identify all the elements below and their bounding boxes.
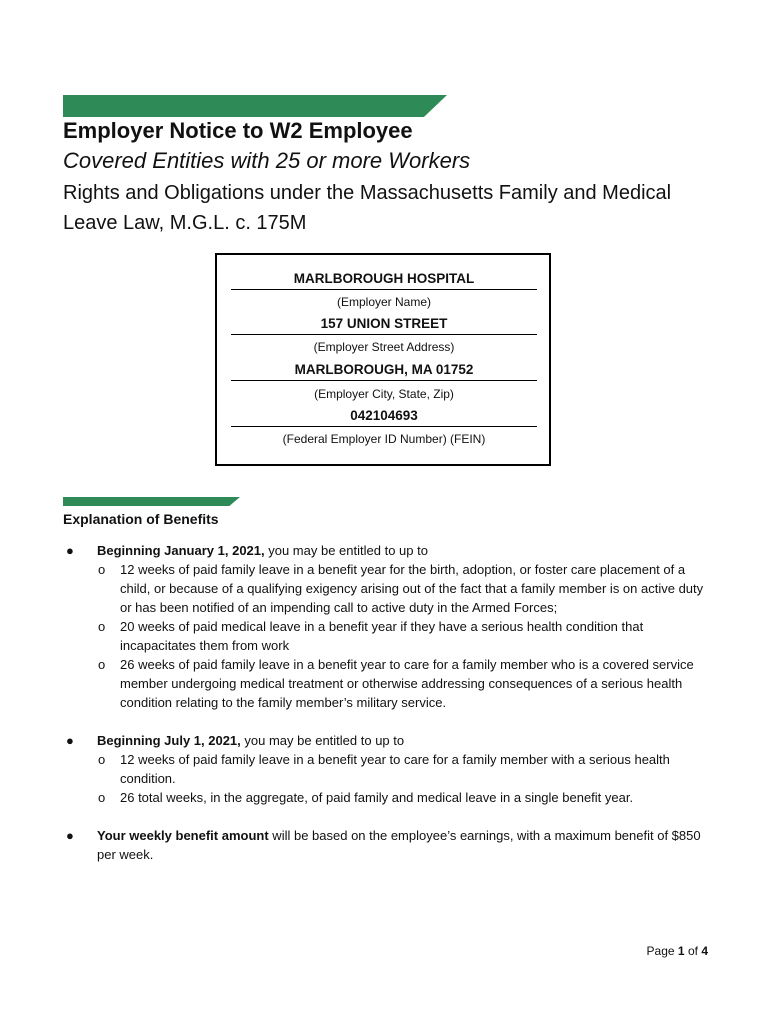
- section-title: Explanation of Benefits: [63, 511, 219, 527]
- bullet-2-bold: Beginning July 1, 2021,: [97, 733, 241, 748]
- bullet-3-text: will be based on the employee’s earnings, with a maximum benefit of $850 per week.: [97, 828, 701, 862]
- employer-fein-value: 042104693: [231, 408, 537, 427]
- page-current: 1: [677, 944, 685, 958]
- page-title: Employer Notice to W2 Employee: [63, 118, 413, 143]
- bullet-icon: ●: [66, 828, 74, 843]
- circle-bullet-icon: o: [98, 562, 106, 577]
- employer-city-label: (Employer City, State, Zip): [314, 387, 454, 401]
- employer-street-label: (Employer Street Address): [313, 340, 455, 354]
- benefit-bullet-3: [66, 826, 712, 864]
- of-word: of: [687, 944, 698, 958]
- page-subtitle: Covered Entities with 25 or more Workers: [63, 148, 471, 173]
- circle-bullet-icon: o: [98, 657, 106, 672]
- bullet-icon: ●: [66, 733, 74, 748]
- sub-text: 20 weeks of paid medical leave in a benefit year if they have a serious health condition that incapacitates them from work: [120, 619, 644, 653]
- circle-bullet-icon: o: [98, 752, 106, 767]
- sub-text: 26 total weeks, in the aggregate, of paid family and medical leave in a single benefit year.: [120, 790, 634, 805]
- sub-text: 12 weeks of paid family leave in a benefit year to care for a family member with a serious health condition.: [120, 752, 670, 786]
- employer-info-box: [215, 253, 551, 466]
- header-banner: [63, 95, 447, 117]
- bullet-icon: ●: [66, 543, 74, 558]
- benefit-1-sub-3: [98, 655, 712, 712]
- benefit-1-sub-1: [98, 560, 712, 617]
- benefit-2-sub-2: [98, 788, 712, 807]
- employer-name-value: MARLBOROUGH HOSPITAL: [231, 271, 537, 290]
- bullet-1-text: you may be entitled to up to: [264, 543, 428, 558]
- employer-city-value: MARLBOROUGH, MA 01752: [231, 362, 537, 381]
- bullet-1-bold: Beginning January 1, 2021,: [97, 543, 265, 558]
- benefit-bullet-1: [66, 541, 712, 560]
- sub-text: 12 weeks of paid family leave in a benefit year for the birth, adoption, or foster care placement of a child, or because of a qualifying exigency arising out of the fact that a family member is on active duty or has been notified of an impending call to active duty in the Armed Forces;: [120, 562, 704, 615]
- page-number: [647, 944, 708, 958]
- benefit-bullet-2: [66, 731, 712, 750]
- bullet-3-bold: Your weekly benefit amount: [97, 828, 269, 843]
- employer-street-value: 157 UNION STREET: [231, 316, 537, 335]
- bullet-2-text: you may be entitled to up to: [240, 733, 405, 748]
- circle-bullet-icon: o: [98, 619, 106, 634]
- rights-heading: Rights and Obligations under the Massachusetts Family and Medical Leave Law, M.G.L. c. 175M: [63, 182, 672, 234]
- benefit-2-sub-1: [98, 750, 712, 788]
- benefit-1-sub-2: [98, 617, 712, 655]
- sub-text: 26 weeks of paid family leave in a benefit year to care for a family member who is a covered service member undergoing medical treatment or otherwise addressing consequences of a serious health condition relating to the family member’s military service.: [120, 657, 694, 710]
- page-total: 4: [701, 944, 708, 958]
- circle-bullet-icon: o: [98, 790, 106, 805]
- employer-fein-label: (Federal Employer ID Number) (FEIN): [282, 432, 486, 446]
- page-word: Page: [646, 944, 675, 958]
- employer-name-label: (Employer Name): [336, 295, 432, 309]
- section-banner: [63, 497, 240, 506]
